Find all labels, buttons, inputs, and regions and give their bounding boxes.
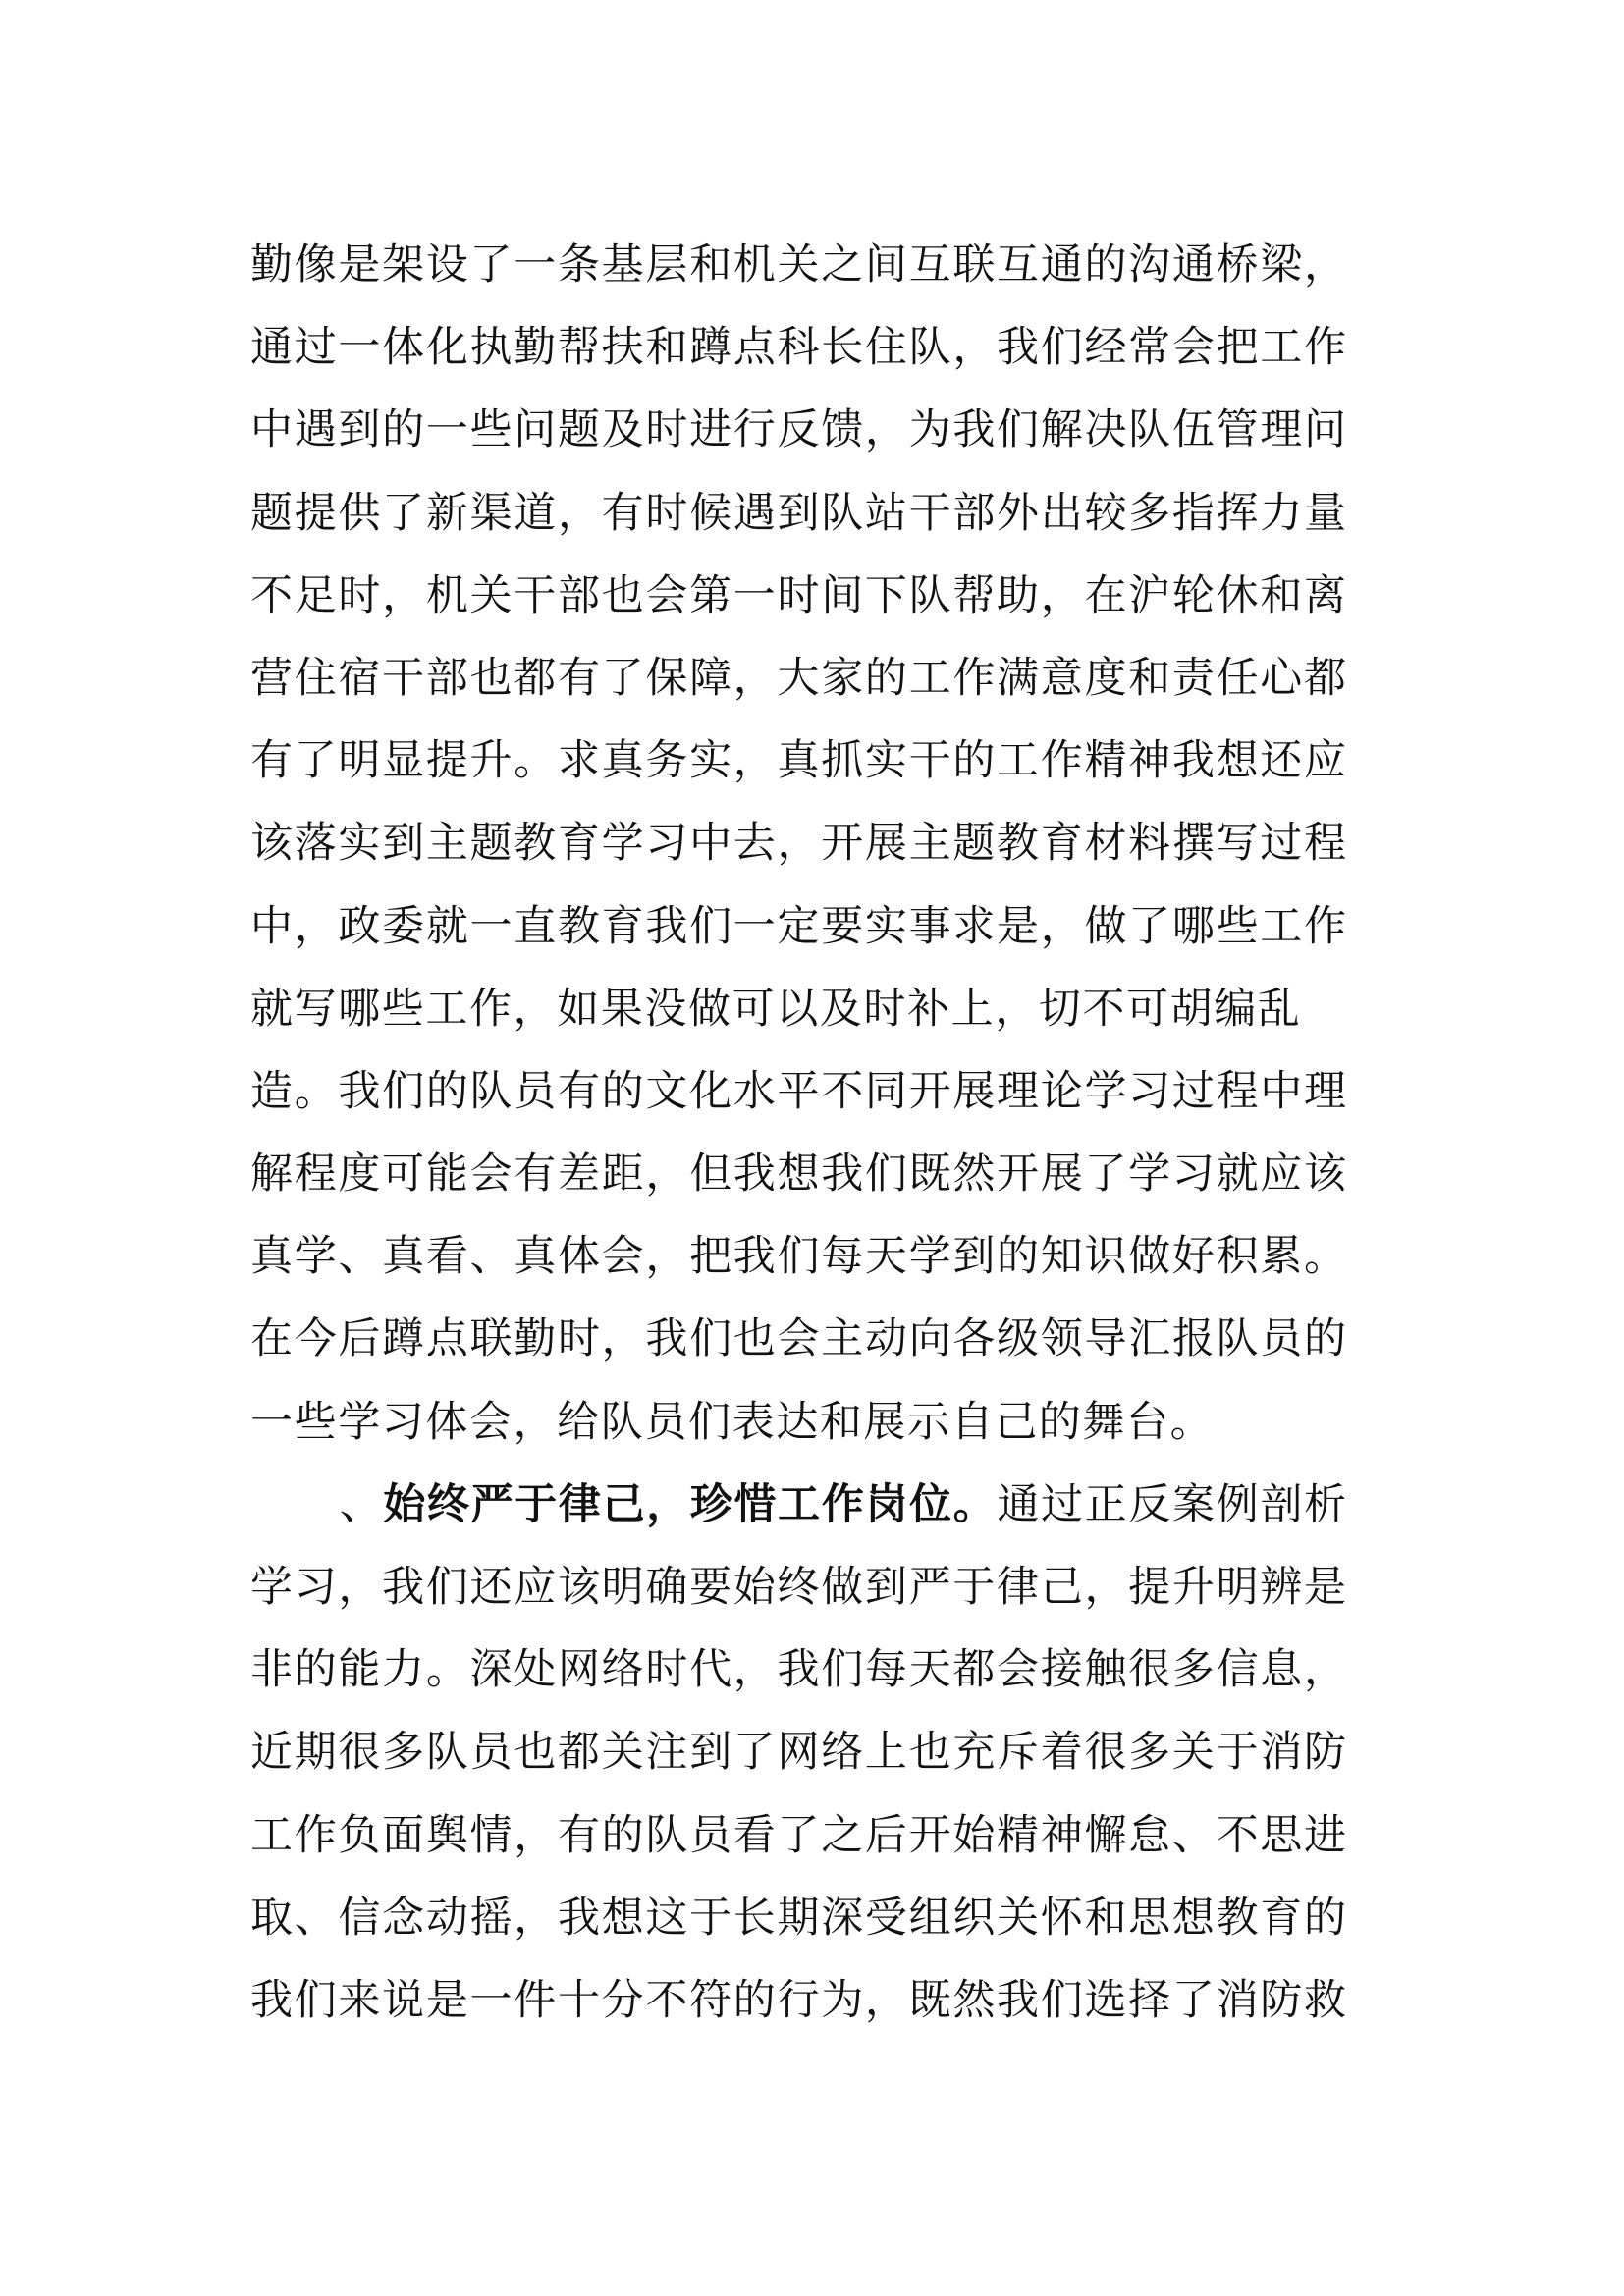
text-line: 取、信念动摇，我想这于长期深受组织关怀和思想教育的: [250, 1893, 1346, 1943]
text-line: 营住宿干部也都有了保障，大家的工作满意度和责任心都: [250, 653, 1346, 703]
text-line: 一些学习体会，给队员们表达和展示自己的舞台。: [250, 1397, 1215, 1447]
section-heading-line: [250, 1464, 1346, 1546]
text-line: 就写哪些工作，如果没做可以及时补上，切不可胡编乱: [250, 984, 1302, 1034]
text-line: 我们来说是一件十分不符的行为，既然我们选择了消防救: [250, 1975, 1346, 2025]
text-line: 通过一体化执勤帮扶和蹲点科长住队，我们经常会把工作: [250, 323, 1346, 373]
text-line: 工作负面舆情，有的队员看了之后开始精神懈怠、不思进: [250, 1810, 1346, 1860]
text-line: 中，政委就一直教育我们一定要实事求是，做了哪些工作: [250, 901, 1346, 951]
text-line: 中遇到的一些问题及时进行反馈，为我们解决队伍管理问: [250, 405, 1346, 455]
text-line: 有了明显提升。求真务实，真抓实干的工作精神我想还应: [250, 736, 1346, 786]
text-line: 不足时，机关干部也会第一时间下队帮助，在沪轮休和离: [250, 570, 1346, 620]
text-line: 该落实到主题教育学习中去，开展主题教育材料撰写过程: [250, 819, 1346, 869]
text-line: 解程度可能会有差距，但我想我们既然开展了学习就应该: [250, 1149, 1346, 1200]
heading-rest: 通过正反案例剖析: [997, 1479, 1347, 1529]
text-line: 勤像是架设了一条基层和机关之间互联互通的沟通桥梁，: [250, 240, 1346, 290]
heading-prefix: 、: [338, 1479, 384, 1529]
paragraph-1: [250, 224, 1346, 1464]
text-line: 非的能力。深处网络时代，我们每天都会接触很多信息，: [250, 1645, 1346, 1695]
text-line: 真学、真看、真体会，把我们每天学到的知识做好积累。: [250, 1232, 1346, 1282]
section-heading: 始终严于律己，珍惜工作岗位。: [383, 1479, 998, 1529]
document-page: [250, 224, 1346, 2042]
text-line: 造。我们的队员有的文化水平不同开展理论学习过程中理: [250, 1066, 1346, 1116]
text-line: 近期很多队员也都关注到了网络上也充斥着很多关于消防: [250, 1728, 1346, 1778]
text-line: 在今后蹲点联勤时，我们也会主动向各级领导汇报队员的: [250, 1314, 1346, 1364]
text-line: 学习，我们还应该明确要始终做到严于律己，提升明辨是: [250, 1563, 1346, 1612]
paragraph-2: [250, 1464, 1346, 2042]
text-line: 题提供了新渠道，有时候遇到队站干部外出较多指挥力量: [250, 488, 1346, 538]
